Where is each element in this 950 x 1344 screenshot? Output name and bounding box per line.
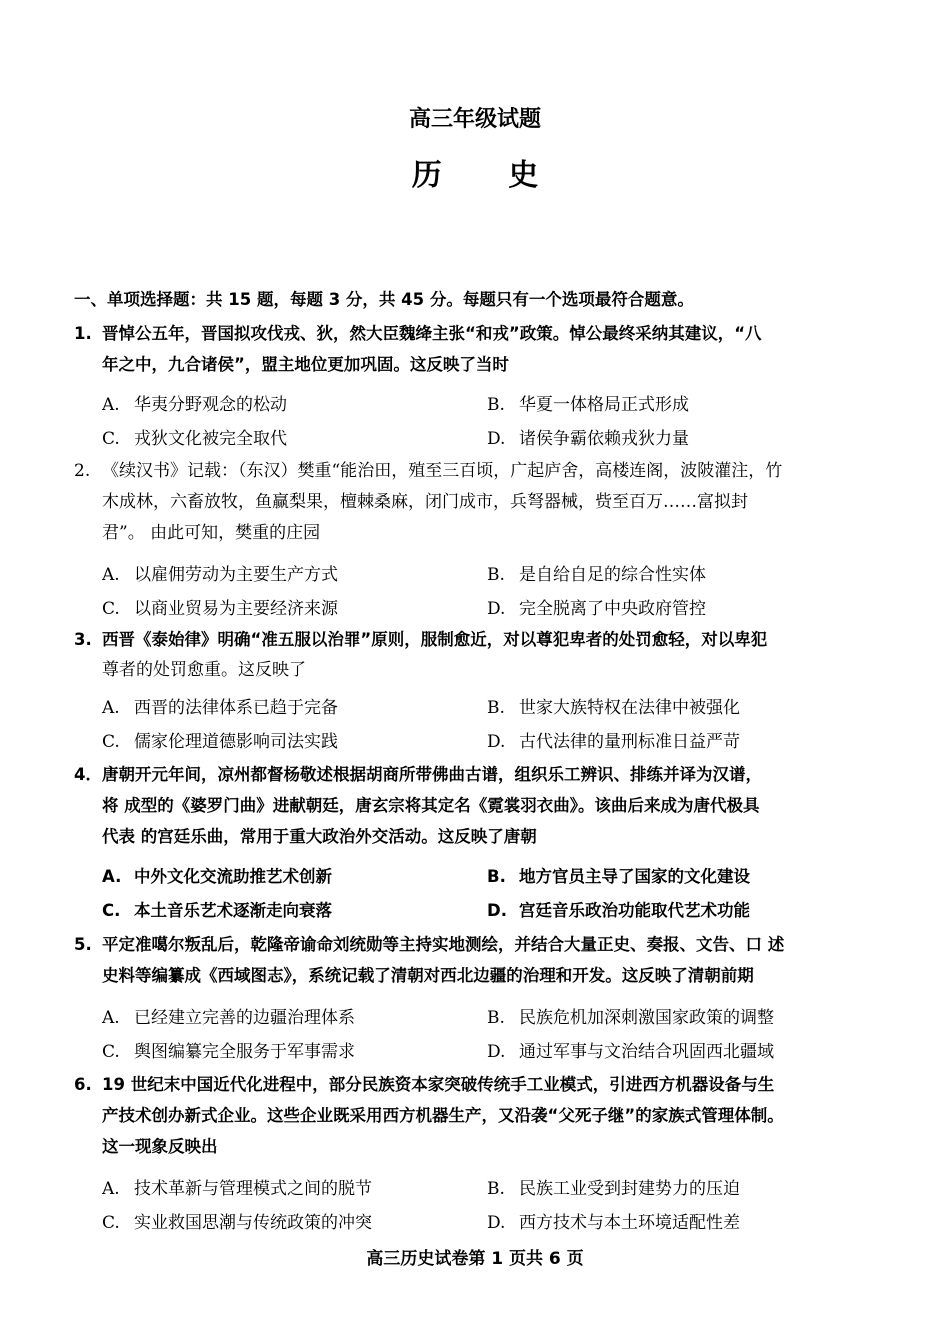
question-4 bbox=[74, 759, 874, 852]
option-letter: D. bbox=[487, 599, 506, 619]
option-text: 以商业贸易为主要经济来源 bbox=[134, 599, 338, 619]
option-b[interactable] bbox=[487, 390, 689, 415]
option-a[interactable] bbox=[102, 1003, 355, 1028]
option-letter: C. bbox=[102, 599, 120, 619]
question-3 bbox=[74, 624, 874, 686]
option-letter: A. bbox=[102, 1179, 120, 1199]
option-text: 世家大族特权在法律中被强化 bbox=[519, 698, 740, 718]
question-text: 年之中，九合诸侯”，盟主地位更加巩固。这反映了当时 bbox=[102, 355, 509, 374]
question-text: 西晋《泰始律》明确“准五服以治罪”原则，服制愈近，对以尊犯卑者的处罚愈轻，对以卑犯 bbox=[102, 630, 768, 649]
question-text: 将 成型的《婆罗门曲》进献朝廷，唐玄宗将其定名《霓裳羽衣曲》。该曲后来成为唐代极具 bbox=[102, 796, 760, 815]
option-text: 地方官员主导了国家的文化建设 bbox=[519, 867, 750, 886]
option-c[interactable] bbox=[102, 727, 338, 752]
question-1 bbox=[74, 318, 874, 380]
question-number: 6. bbox=[74, 1075, 92, 1094]
question-number: 5. bbox=[74, 935, 92, 954]
question-text: 木成林，六畜放牧，鱼赢梨果，檀棘桑麻，闭门成市，兵弩器械，赀至百万……富拟封 bbox=[102, 492, 748, 512]
page-footer: 高三历史试卷第 1 页共 6 页 bbox=[366, 1249, 584, 1269]
question-number: 4． bbox=[74, 765, 102, 784]
question-number: 2. bbox=[74, 461, 91, 481]
option-b[interactable] bbox=[487, 560, 706, 585]
question-2 bbox=[74, 456, 874, 549]
option-letter: D. bbox=[487, 1042, 506, 1062]
option-text: 西方技术与本土环境适配性差 bbox=[519, 1213, 740, 1233]
option-letter: D. bbox=[487, 732, 506, 752]
option-text: 以雇佣劳动为主要生产方式 bbox=[134, 565, 338, 585]
option-letter: B. bbox=[487, 698, 505, 718]
option-d[interactable] bbox=[487, 897, 750, 921]
subject-title: 历 史 bbox=[411, 158, 567, 193]
option-d[interactable] bbox=[487, 594, 706, 619]
question-text: 史料等编纂成《西域图志》，系统记载了清朝对西北边疆的治理和开发。这反映了清朝前期 bbox=[102, 966, 754, 985]
option-letter: D. bbox=[487, 901, 507, 920]
option-text: 戎狄文化被完全取代 bbox=[134, 429, 287, 449]
question-text: 尊者的处罚愈重。这反映了 bbox=[102, 660, 306, 680]
option-letter: A. bbox=[102, 867, 122, 886]
option-c[interactable] bbox=[102, 897, 332, 921]
option-letter: A. bbox=[102, 698, 120, 718]
option-c[interactable] bbox=[102, 1037, 355, 1062]
question-text: 平定准噶尔叛乱后，乾隆帝谕命刘统勋等主持实地测绘，并结合大量正史、奏报、文告、口 述 bbox=[102, 935, 785, 954]
option-text: 完全脱离了中央政府管控 bbox=[519, 599, 706, 619]
option-d[interactable] bbox=[487, 424, 689, 449]
question-text: 代表 的宫廷乐曲，常用于重大政治外交活动。这反映了唐朝 bbox=[102, 827, 537, 846]
option-letter: B. bbox=[487, 395, 505, 415]
option-text: 民族工业受到封建势力的压迫 bbox=[519, 1179, 740, 1199]
option-text: 民族危机加深刺激国家政策的调整 bbox=[519, 1008, 774, 1028]
question-text: 晋悼公五年，晋国拟攻伐戎、狄，然大臣魏绛主张“和戎”政策。悼公最终采纳其建议，“八 bbox=[102, 324, 762, 343]
option-text: 舆图编纂完全服务于军事需求 bbox=[134, 1042, 355, 1062]
option-letter: A. bbox=[102, 565, 120, 585]
option-letter: B. bbox=[487, 1008, 505, 1028]
question-text: 君”。 由此可知，樊重的庄园 bbox=[102, 523, 321, 543]
option-letter: A. bbox=[102, 1008, 120, 1028]
option-b[interactable] bbox=[487, 693, 740, 718]
option-c[interactable] bbox=[102, 1208, 372, 1233]
option-text: 是自给自足的综合性实体 bbox=[519, 565, 706, 585]
option-text: 诸侯争霸依赖戎狄力量 bbox=[519, 429, 689, 449]
option-b[interactable] bbox=[487, 1174, 740, 1199]
question-6 bbox=[74, 1069, 874, 1162]
question-text: 这一现象反映出 bbox=[102, 1137, 218, 1156]
option-a[interactable] bbox=[102, 390, 287, 415]
question-number: 3. bbox=[74, 630, 92, 649]
option-letter: B. bbox=[487, 565, 505, 585]
option-letter: D. bbox=[487, 429, 506, 449]
option-text: 华夷分野观念的松动 bbox=[134, 395, 287, 415]
option-text: 古代法律的量刑标准日益严苛 bbox=[519, 732, 740, 752]
question-text: 《续汉书》记载：（东汉）樊重“能治田，殖至三百顷，广起庐舍，高楼连阁，波陂灌注，竹 bbox=[102, 461, 783, 481]
option-d[interactable] bbox=[487, 727, 740, 752]
option-a[interactable] bbox=[102, 560, 338, 585]
option-letter: B. bbox=[487, 1179, 505, 1199]
question-text: 唐朝开元年间，凉州都督杨敬述根据胡商所带佛曲古谱，组织乐工辨识、排练并译为汉谱， bbox=[102, 765, 762, 784]
option-letter: A. bbox=[102, 395, 120, 415]
question-5 bbox=[74, 929, 874, 991]
option-a[interactable] bbox=[102, 693, 338, 718]
option-b[interactable] bbox=[487, 863, 750, 887]
option-letter: C. bbox=[102, 1042, 120, 1062]
question-text: 产技术创办新式企业。这些企业既采用西方机器生产，又沿袭“父死子继”的家族式管理体制。 bbox=[102, 1106, 784, 1125]
option-text: 华夏一体格局正式形成 bbox=[519, 395, 689, 415]
option-letter: B. bbox=[487, 867, 506, 886]
section-heading: 一、单项选择题：共 15 题，每题 3 分，共 45 分。每题只有一个选项最符合题意。 bbox=[74, 290, 694, 309]
option-c[interactable] bbox=[102, 424, 287, 449]
option-d[interactable] bbox=[487, 1037, 774, 1062]
question-text: 19 世纪末中国近代化进程中，部分民族资本家突破传统手工业模式，引进西方机器设备与生 bbox=[102, 1075, 775, 1094]
option-text: 实业救国思潮与传统政策的冲突 bbox=[134, 1213, 372, 1233]
option-letter: C. bbox=[102, 1213, 120, 1233]
exam-title: 高三年级试题 bbox=[408, 107, 541, 132]
option-text: 西晋的法律体系已趋于完备 bbox=[134, 698, 338, 718]
option-text: 宫廷音乐政治功能取代艺术功能 bbox=[519, 901, 750, 920]
option-text: 儒家伦理道德影响司法实践 bbox=[134, 732, 338, 752]
question-number: 1. bbox=[74, 324, 92, 343]
option-a[interactable] bbox=[102, 1174, 372, 1199]
option-text: 技术革新与管理模式之间的脱节 bbox=[134, 1179, 372, 1199]
option-text: 通过军事与文治结合巩固西北疆域 bbox=[519, 1042, 774, 1062]
option-text: 已经建立完善的边疆治理体系 bbox=[134, 1008, 355, 1028]
option-b[interactable] bbox=[487, 1003, 774, 1028]
option-d[interactable] bbox=[487, 1208, 740, 1233]
option-text: 本土音乐艺术逐渐走向衰落 bbox=[134, 901, 332, 920]
option-a[interactable] bbox=[102, 863, 332, 887]
option-letter: C. bbox=[102, 901, 121, 920]
option-text: 中外文化交流助推艺术创新 bbox=[134, 867, 332, 886]
option-letter: D. bbox=[487, 1213, 506, 1233]
option-letter: C. bbox=[102, 732, 120, 752]
option-letter: C. bbox=[102, 429, 120, 449]
option-c[interactable] bbox=[102, 594, 338, 619]
